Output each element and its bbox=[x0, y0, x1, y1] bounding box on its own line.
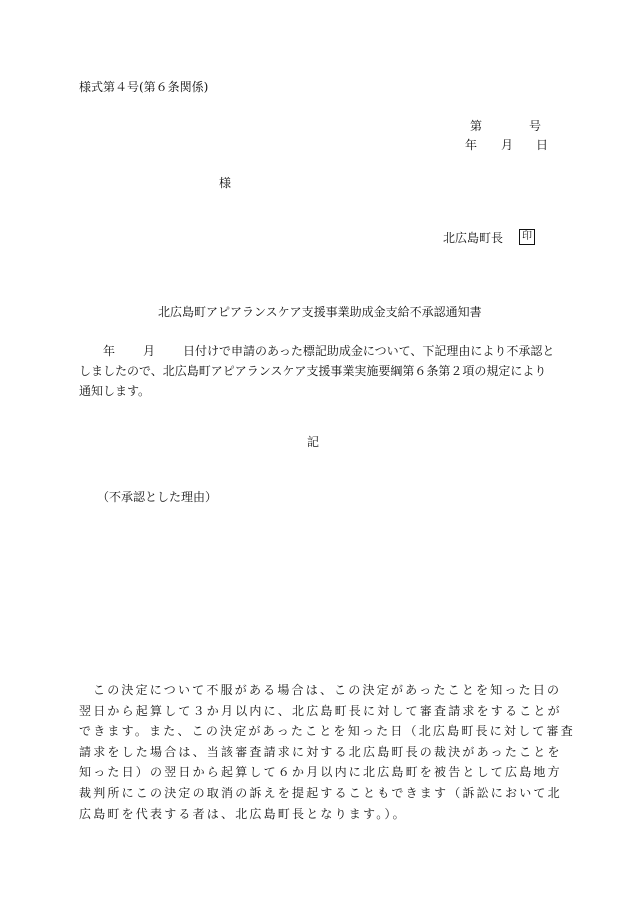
date-month-label: 月 bbox=[501, 138, 514, 152]
body-year-label: 年 bbox=[103, 344, 116, 358]
appeal-notice-paragraph bbox=[79, 680, 575, 824]
date-year-label: 年 bbox=[465, 138, 478, 152]
seal-stamp-box: 印 bbox=[519, 229, 535, 245]
body-line-1 bbox=[79, 341, 555, 361]
recipient-honorific: 様 bbox=[219, 176, 232, 190]
body-paragraph bbox=[79, 341, 555, 401]
reason-label: （不承認とした理由） bbox=[97, 490, 218, 504]
document-number-suffix: 号 bbox=[529, 119, 542, 133]
body-month-label: 月 bbox=[143, 344, 156, 358]
date-day-label: 日 bbox=[536, 138, 549, 152]
notice-line: できます。また、この決定があったことを知った日（北広島町長に対して審査 bbox=[79, 724, 575, 739]
notice-line: 広島町を代表する者は、北広島町長となります。）。 bbox=[79, 806, 407, 821]
ki-heading: 記 bbox=[307, 435, 320, 449]
notice-line: この決定について不服がある場合は、この決定があったことを知った日の bbox=[93, 683, 562, 697]
document-title: 北広島町アピアランスケア支援事業助成金支給不承認通知書 bbox=[158, 305, 482, 319]
body-line-3: 通知します。 bbox=[79, 384, 151, 398]
notice-line: 請求をした場合は、当該審査請求に対する北広島町長の裁決があったことを bbox=[79, 744, 562, 759]
notice-line: 知った日）の翌日から起算して６か月以内に北広島町を被告として広島地方 bbox=[79, 765, 562, 780]
body-line-1-text: 日付けで申請のあった標記助成金について、下記理由により不承認と bbox=[183, 344, 555, 358]
notice-line: 翌日から起算して３か月以内に、北広島町長に対して審査請求をすることが bbox=[79, 703, 562, 718]
body-line-2: しましたので、北広島町アピアランスケア支援事業実施要綱第６条第２項の規定により bbox=[79, 364, 547, 378]
notice-line: 裁判所にこの決定の取消の訴えを提起することもできます（訴訟において北 bbox=[79, 785, 562, 800]
form-number: 様式第４号(第６条関係) bbox=[79, 80, 209, 94]
document-number-prefix: 第 bbox=[470, 119, 483, 133]
issuer-name: 北広島町長 bbox=[443, 231, 504, 245]
